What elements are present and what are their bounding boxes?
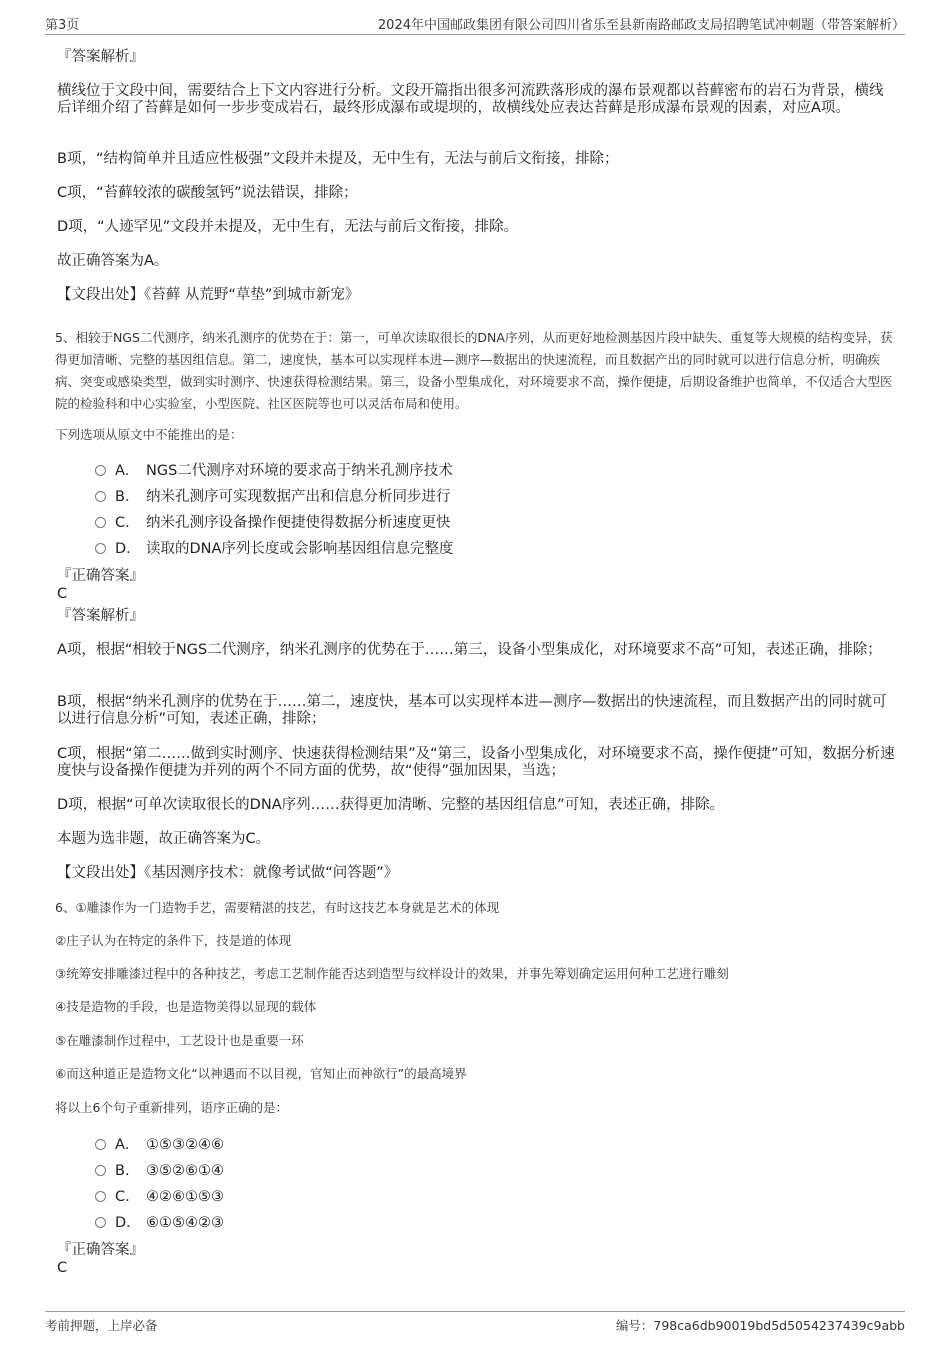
option-text: ③⑤②⑥①④: [146, 1163, 224, 1179]
option-text: ①⑤③②④⑥: [146, 1137, 224, 1153]
footer-slogan: 考前押题，上岸必备: [45, 1318, 158, 1333]
q5-option-b[interactable]: [95, 488, 451, 506]
option-text: 读取的DNA序列长度或会影响基因组信息完整度: [146, 541, 454, 557]
q5-answer: C: [57, 586, 68, 602]
radio-icon[interactable]: [95, 517, 106, 528]
page-footer: [45, 1311, 905, 1334]
q5-analysis-title: 『答案解析』: [57, 608, 144, 624]
document-title: 2024年中国邮政集团有限公司四川省乐至县新南路邮政支局招聘笔试冲刺题（带答案解析）: [377, 18, 905, 33]
q4-answer-line: 故正确答案为A。: [57, 253, 169, 269]
q5-source: 【文段出处】《基因测序技术：就像考试做“问答题”》: [57, 865, 399, 881]
radio-icon[interactable]: [95, 543, 106, 554]
option-text: 纳米孔测序可实现数据产出和信息分析同步进行: [146, 489, 451, 505]
radio-icon[interactable]: [95, 491, 106, 502]
option-text: NGS二代测序对环境的要求高于纳米孔测序技术: [146, 463, 453, 479]
radio-icon[interactable]: [95, 465, 106, 476]
q4-analysis-p4: D项，“人迹罕见”文段并未提及，无中生有，无法与前后文衔接，排除。: [57, 219, 519, 235]
option-letter: C．: [115, 1189, 140, 1205]
q5-analysis-c: C项，根据“第二……做到实时测序、快速获得检测结果”及“第三，设备小型集成化，对环境要求不高，操作便捷”可知，数据分析速度快与设备操作便捷为并列的两个不同方面的优势，故“使得”强加因果，当选；: [57, 746, 895, 779]
q4-source: 【文段出处】《苔藓 从荒野“草垫”到城市新宠》: [57, 287, 360, 303]
q5-stem: 5、相较于NGS二代测序，纳米孔测序的优势在于：第一，可单次读取很长的DNA序列，从而更好地检测基因片段中缺失、重复等大规模的结构变异，获得更加清晰、完整的基因组信息。第二，速度快，基本可以实现样本进—测序—数据出的快速流程，而且数据产出的同时就可以进行信息分析，明确疾病、突变或感染类型，做到实时测序、快速获得检测结果。第三，设备小型集成化，对环境要求不高，操作便捷，后期设备维护也简单，不仅适合大型医院的检验科和中心实验室，小型医院、社区医院等也可以灵活布局和使用。: [55, 330, 893, 411]
q5-option-d[interactable]: [95, 540, 453, 558]
option-letter: C．: [115, 515, 140, 531]
page-number: 第3页: [45, 18, 80, 33]
q5-option-c[interactable]: [95, 514, 451, 532]
page-header: [45, 14, 905, 35]
q4-analysis-p2: B项，“结构简单并且适应性极强”文段并未提及，无中生有，无法与前后文衔接，排除；: [57, 151, 619, 167]
q6-sentence-4: ④技是造物的手段，也是造物美得以显现的载体: [55, 999, 317, 1014]
option-text: ⑥①⑤④②③: [146, 1215, 224, 1231]
option-text: ④②⑥①⑤③: [146, 1189, 224, 1205]
option-letter: A．: [115, 463, 140, 479]
q6-sentence-5: ⑤在雕漆制作过程中，工艺设计也是重要一环: [55, 1033, 304, 1048]
option-letter: B．: [115, 489, 140, 505]
q5-answer-line: 本题为选非题，故正确答案为C。: [57, 831, 271, 847]
q4-analysis-p3: C项，“苔藓较浓的碳酸氢钙”说法错误，排除；: [57, 185, 358, 201]
q5-analysis-b: B项，根据“纳米孔测序的优势在于……第二，速度快，基本可以实现样本进—测序—数据出的快速流程，而且数据产出的同时就可以进行信息分析”可知，表述正确，排除；: [57, 694, 887, 727]
q4-analysis-title: 『答案解析』: [57, 49, 144, 65]
q4-analysis-p1: 横线位于文段中间，需要结合上下文内容进行分析。文段开篇指出很多河流跌落形成的瀑布景观都以苔藓密布的岩石为背景，横线后详细介绍了苔藓是如何一步步变成岩石，最终形成瀑布或堤坝的，故横线处应表达苔藓是形成瀑布景观的因素，对应A项。: [57, 83, 884, 116]
option-text: 纳米孔测序设备操作便捷使得数据分析速度更快: [146, 515, 451, 531]
q5-analysis-a: A项，根据“相较于NGS二代测序，纳米孔测序的优势在于……第三，设备小型集成化，对环境要求不高”可知，表述正确，排除；: [57, 642, 882, 658]
radio-icon[interactable]: [95, 1139, 106, 1150]
q6-sentence-3: ③统筹安排雕漆过程中的各种技艺，考虑工艺制作能否达到造型与纹样设计的效果，并事先筹划确定运用何种工艺进行雕刻: [55, 966, 729, 981]
q6-sentence-2: ②庄子认为在特定的条件下，技是道的体现: [55, 933, 292, 948]
option-letter: D．: [115, 541, 141, 557]
radio-icon[interactable]: [95, 1217, 106, 1228]
option-letter: A．: [115, 1137, 140, 1153]
option-letter: B．: [115, 1163, 140, 1179]
q6-answer-title: 『正确答案』: [57, 1242, 144, 1258]
q6-option-a[interactable]: [95, 1136, 224, 1154]
document-id: 编号：798ca6db90019bd5d5054237439c9abb: [615, 1318, 905, 1333]
q6-question: 将以上6个句子重新排列，语序正确的是：: [55, 1100, 288, 1115]
q6-answer: C: [57, 1260, 68, 1276]
radio-icon[interactable]: [95, 1191, 106, 1202]
q6-option-b[interactable]: [95, 1162, 224, 1180]
q5-answer-title: 『正确答案』: [57, 568, 144, 584]
q5-question: 下列选项从原文中不能推出的是：: [55, 427, 243, 442]
q6-sentence-1: 6、①雕漆作为一门造物手艺，需要精湛的技艺，有时这技艺本身就是艺术的体现: [55, 900, 500, 915]
q6-sentence-6: ⑥而这种道正是造物文化“以神遇而不以目视，官知止而神欲行”的最高境界: [55, 1066, 467, 1081]
q6-option-c[interactable]: [95, 1188, 224, 1206]
q6-option-d[interactable]: [95, 1214, 224, 1232]
q5-analysis-d: D项，根据“可单次读取很长的DNA序列……获得更加清晰、完整的基因组信息”可知，表述正确，排除。: [57, 797, 725, 813]
radio-icon[interactable]: [95, 1165, 106, 1176]
option-letter: D．: [115, 1215, 141, 1231]
q5-option-a[interactable]: [95, 462, 453, 480]
